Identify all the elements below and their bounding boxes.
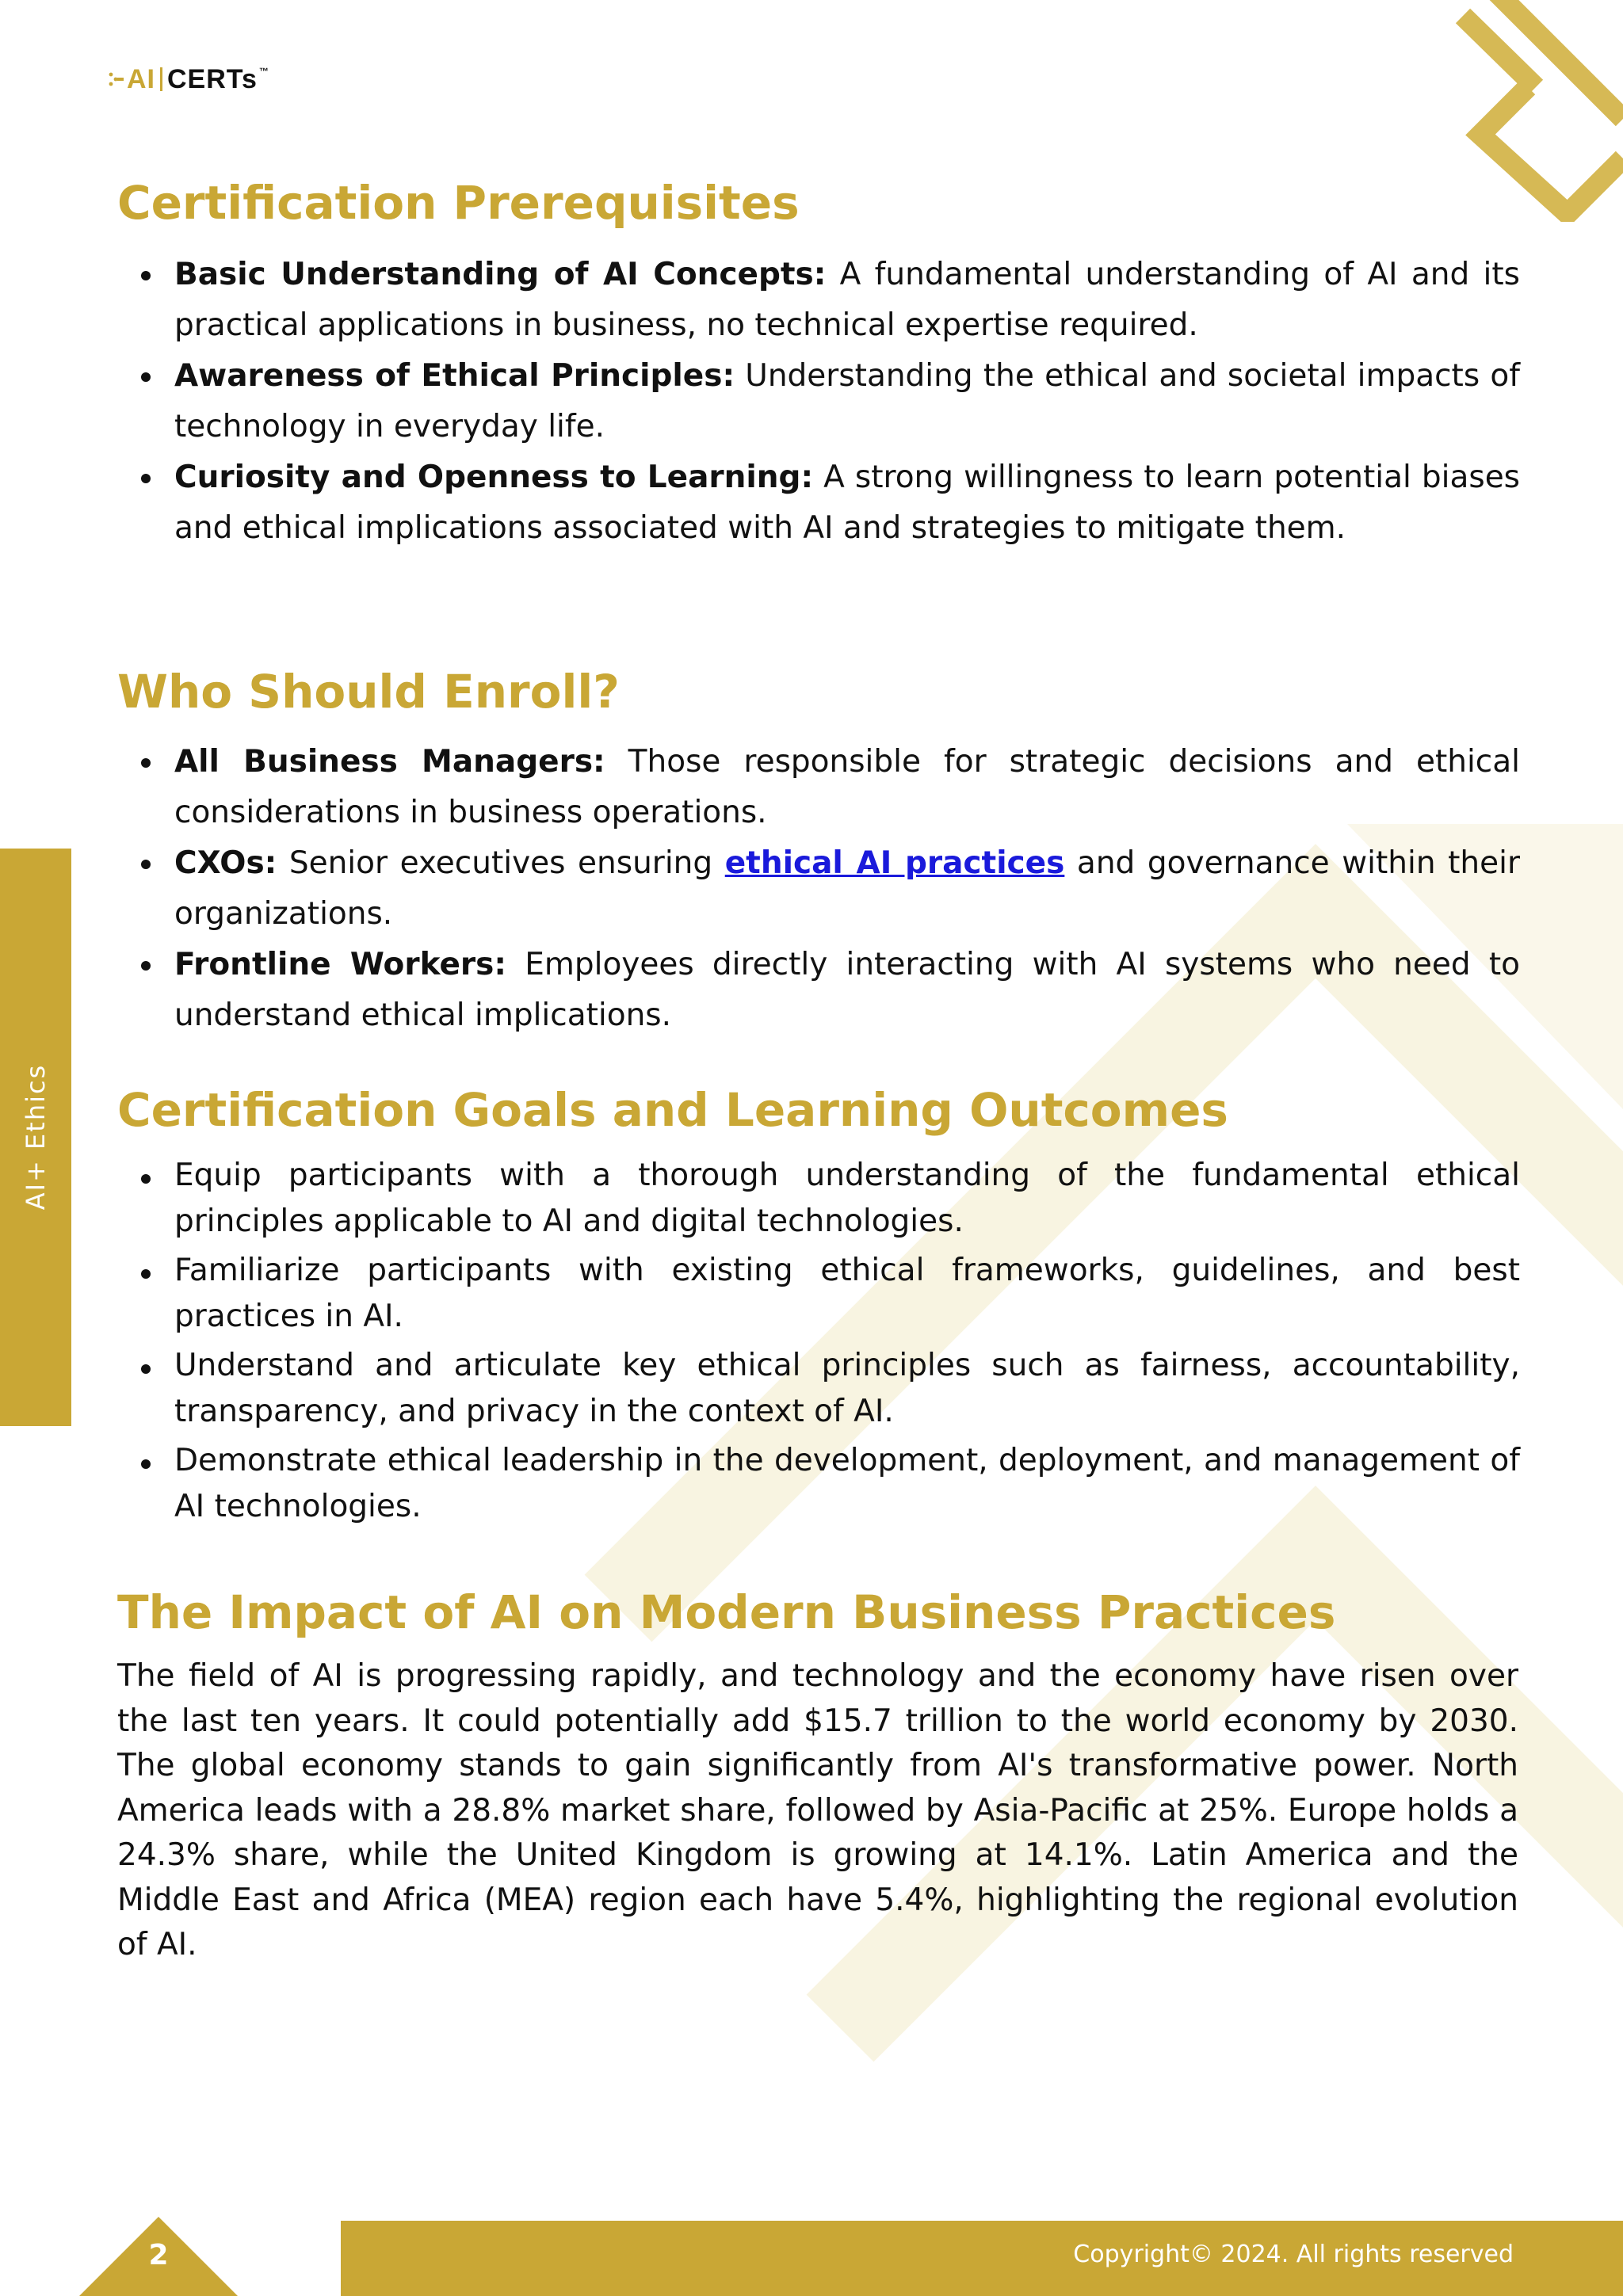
- impact-heading: The Impact of AI on Modern Business Practices: [117, 1585, 1336, 1639]
- side-tab: [0, 849, 71, 1426]
- list-item-term: Basic Understanding of AI Concepts:: [174, 257, 827, 292]
- corner-chevron-decoration: [1449, 0, 1623, 222]
- page-number: 2: [148, 2239, 169, 2271]
- copyright-text: Copyright© 2024. All rights reserved: [1073, 2241, 1514, 2268]
- list-item: [135, 940, 1520, 1041]
- list-item-text: Understanding the ethical and societal impacts of technology in everyday life.: [174, 358, 1520, 444]
- list-item-text: Employees directly interacting with AI systems who need to understand ethical implications.: [174, 947, 1521, 1033]
- enroll-list: [135, 737, 1520, 1041]
- list-item: Familiarize participants with existing ethical frameworks, guidelines, and best practices in AI.: [135, 1248, 1520, 1340]
- logo-certs-text: CERTs: [167, 63, 258, 94]
- list-item: [135, 838, 1520, 940]
- side-tab-label: AI+ Ethics: [21, 1063, 51, 1211]
- list-item-term: Frontline Workers:: [174, 947, 506, 982]
- list-item: [135, 737, 1520, 838]
- enroll-heading: Who Should Enroll?: [117, 665, 620, 719]
- logo-mark-icon: [108, 70, 124, 89]
- logo-separator: [160, 67, 162, 91]
- list-item: Equip participants with a thorough understanding of the fundamental ethical principles applicable to AI and digital technologies.: [135, 1153, 1520, 1245]
- ethical-ai-practices-link[interactable]: ethical AI practices: [724, 845, 1065, 881]
- prerequisites-heading: Certification Prerequisites: [117, 176, 800, 230]
- list-item-text: A strong willingness to learn potential biases and ethical implications associated with AI and strategies to mitigate them.: [174, 460, 1521, 546]
- list-item-term: Awareness of Ethical Principles:: [174, 358, 735, 394]
- list-item: Understand and articulate key ethical principles such as fairness, accountability, transparency, and privacy in the context of AI.: [135, 1343, 1520, 1435]
- list-item: [135, 351, 1520, 452]
- goals-heading: Certification Goals and Learning Outcomes: [117, 1083, 1228, 1137]
- list-item: [135, 452, 1520, 554]
- list-item-term: All Business Managers:: [174, 744, 605, 780]
- list-item: [135, 250, 1520, 351]
- impact-paragraph: The field of AI is progressing rapidly, and technology and the economy have risen over the last ten years. It could potentially add $15.7 trillion to the world economy by 2030. The global economy stands to gain significantly from AI's transformative power. North America leads with a 28.8% market share, followed by Asia-Pacific at 25%. Europe holds a 24.3% share, while the United Kingdom is growing at 14.1%. Latin America and the Middle East and Africa (MEA) region each have 5.4%, highlighting the regional evolution of AI.: [117, 1658, 1518, 1962]
- list-item-text: A fundamental understanding of AI and its practical applications in business, no technical expertise required.: [174, 257, 1520, 343]
- list-item-term: Curiosity and Openness to Learning:: [174, 460, 814, 495]
- aicerts-logo: [108, 63, 269, 95]
- list-item-text: Those responsible for strategic decisions and ethical considerations in business operations.: [174, 744, 1520, 830]
- goals-list: [135, 1153, 1520, 1533]
- list-item-text: Senior executives ensuring: [288, 845, 713, 881]
- prerequisites-list: [135, 250, 1520, 554]
- list-item-text: and governance within their organizations.: [174, 845, 1520, 932]
- list-item-term: CXOs:: [174, 845, 277, 881]
- logo-trademark: ™: [258, 66, 269, 77]
- list-item: Demonstrate ethical leadership in the development, deployment, and management of AI technologies.: [135, 1438, 1520, 1530]
- logo-ai-text: AI: [127, 63, 155, 94]
